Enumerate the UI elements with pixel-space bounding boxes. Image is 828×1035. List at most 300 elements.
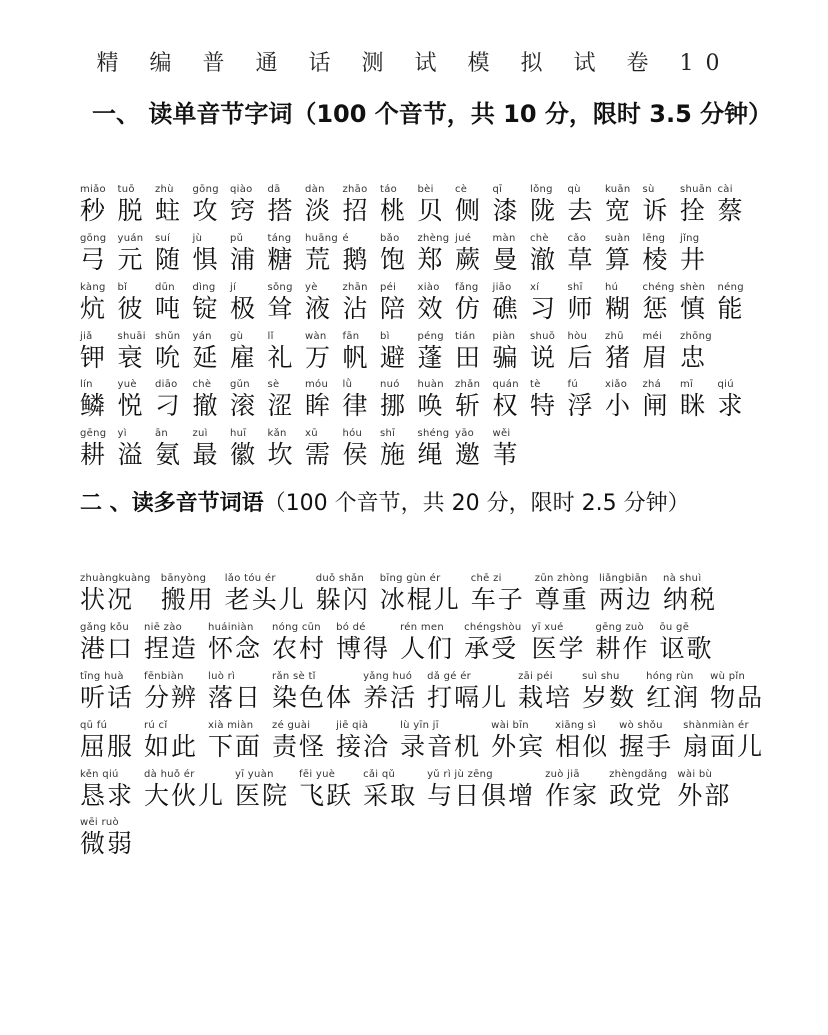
pinyin-label: quán [492, 379, 519, 390]
pinyin-label: wài bù [677, 769, 713, 780]
hanzi-text: 栽培 [518, 683, 573, 712]
pinyin-label: yè [305, 282, 318, 293]
syllable-item [343, 281, 381, 323]
hanzi-text: 忠 [680, 343, 706, 372]
syllable-item [380, 427, 418, 469]
pinyin-label: cǎo [567, 233, 587, 244]
word-item [427, 768, 535, 810]
pinyin-label: chē zi [470, 573, 502, 584]
syllable-item [305, 330, 343, 372]
pinyin-label: chéng [642, 282, 675, 293]
syllable-item [193, 281, 231, 323]
word-item [144, 768, 225, 810]
pinyin-label: yī yuàn [235, 769, 274, 780]
syllable-item [418, 183, 456, 225]
pinyin-label: péi [380, 282, 397, 293]
pinyin-label: zuò jiā [545, 769, 580, 780]
hanzi-text: 纳税 [662, 585, 717, 614]
syllable-item [380, 232, 418, 274]
hanzi-text: 恳求 [80, 781, 135, 810]
syllable-item [568, 232, 606, 274]
pinyin-label: bèi [417, 184, 434, 195]
pinyin-label: shuān [680, 184, 712, 195]
syllable-item [418, 378, 456, 420]
hanzi-text: 讴歌 [659, 634, 714, 663]
word-item [272, 621, 326, 663]
pinyin-label: bānyòng [160, 573, 207, 584]
hanzi-text: 小 [605, 391, 631, 420]
syllable-item [155, 330, 193, 372]
pinyin-label: qī [492, 184, 503, 195]
syllable-item [268, 183, 306, 225]
word-item [555, 719, 609, 761]
pinyin-label: lǎo tóu ér [224, 573, 276, 584]
pinyin-label: chéngshòu [464, 622, 522, 633]
syllable-item [493, 427, 531, 469]
hanzi-text: 礁 [492, 294, 518, 323]
section1-heading: 一、 读单音节字词（100 个音节，共 10 分，限时 3.5 分钟） [92, 100, 773, 128]
pinyin-label: huáiniàn [208, 622, 254, 633]
hanzi-text: 挪 [380, 391, 406, 420]
word-item [144, 719, 198, 761]
hanzi-text: 港口 [80, 634, 135, 663]
word-item [208, 719, 262, 761]
pinyin-label: wài bīn [491, 720, 529, 731]
pinyin-label: duǒ shǎn [315, 573, 365, 584]
hanzi-text: 猪 [605, 343, 631, 372]
hanzi-text: 老头儿 [224, 585, 306, 614]
syllable-item [118, 378, 156, 420]
hanzi-text: 车子 [470, 585, 525, 614]
pinyin-label: jù [192, 233, 203, 244]
pinyin-label: zhèng [417, 233, 450, 244]
pinyin-label: bǎo [380, 233, 400, 244]
hanzi-text: 打嗝儿 [427, 683, 509, 712]
hanzi-text: 徽 [230, 440, 256, 469]
pinyin-label: gēng zuò [595, 622, 644, 633]
word-item [710, 670, 764, 712]
hanzi-text: 元 [117, 245, 143, 274]
pinyin-label: yuán [117, 233, 144, 244]
syllable-item [568, 183, 606, 225]
pinyin-label: shànmiàn ér [683, 720, 749, 731]
hanzi-text: 侧 [455, 196, 481, 225]
word-item [599, 572, 653, 614]
syllable-item [680, 378, 718, 420]
hanzi-text: 博得 [336, 634, 391, 663]
hanzi-text: 施 [380, 440, 406, 469]
pinyin-label: niē zào [144, 622, 183, 633]
hanzi-text: 飞跃 [299, 781, 354, 810]
hanzi-text: 尊重 [534, 585, 589, 614]
syllable-item [380, 183, 418, 225]
syllable-item [418, 427, 456, 469]
hanzi-text: 刁 [155, 391, 181, 420]
section2-heading-rest: （100 个音节，共 20 分，限时 2.5 分钟） [263, 491, 690, 516]
syllable-item [80, 232, 118, 274]
hanzi-text: 屈服 [80, 732, 135, 761]
syllable-row [80, 281, 755, 323]
word-item [80, 816, 134, 858]
hanzi-text: 极 [230, 294, 256, 323]
syllable-item [530, 281, 568, 323]
syllable-item [493, 232, 531, 274]
pinyin-label: hòu [567, 331, 588, 342]
hanzi-text: 随 [155, 245, 181, 274]
syllable-item [380, 330, 418, 372]
hanzi-text: 求 [717, 391, 743, 420]
word-item [144, 670, 198, 712]
pinyin-label: lín [80, 379, 93, 390]
hanzi-text: 听话 [80, 683, 135, 712]
word-item [677, 768, 731, 810]
syllable-item [230, 281, 268, 323]
hanzi-text: 后 [567, 343, 593, 372]
syllable-item [118, 330, 156, 372]
word-item [80, 572, 151, 614]
syllable-item [343, 330, 381, 372]
pinyin-label: yǔ rì jù zēng [427, 769, 493, 780]
hanzi-text: 糖 [267, 245, 293, 274]
hanzi-text: 万 [305, 343, 331, 372]
pinyin-label: fēnbiàn [144, 671, 184, 682]
syllable-item [193, 378, 231, 420]
syllable-row [80, 330, 718, 372]
pinyin-label: cè [455, 184, 468, 195]
pinyin-label: néng [717, 282, 744, 293]
hanzi-text: 人们 [400, 634, 455, 663]
hanzi-text: 涩 [267, 391, 293, 420]
hanzi-text: 眸 [305, 391, 331, 420]
hanzi-text: 搭 [267, 196, 293, 225]
pinyin-label: dà huǒ ér [144, 769, 195, 780]
syllable-item [605, 232, 643, 274]
word-item [619, 719, 673, 761]
pinyin-label: gǔn [230, 379, 250, 390]
word-row [80, 621, 724, 663]
hanzi-text: 与日俱增 [427, 781, 536, 810]
hanzi-text: 去 [567, 196, 593, 225]
hanzi-text: 外宾 [491, 732, 546, 761]
pinyin-label: piàn [492, 331, 516, 342]
pinyin-label: dā [267, 184, 281, 195]
syllable-item [680, 232, 718, 274]
pinyin-label: xiǎo [605, 379, 628, 390]
hanzi-text: 物品 [710, 683, 765, 712]
word-item [80, 768, 134, 810]
pinyin-label: chè [192, 379, 212, 390]
hanzi-text: 捏造 [144, 634, 199, 663]
word-row [80, 719, 774, 761]
pinyin-label: rú cǐ [144, 720, 168, 731]
pinyin-label: gōng [80, 233, 107, 244]
hanzi-text: 悦 [117, 391, 143, 420]
pinyin-label: wěi [492, 428, 511, 439]
syllable-item [230, 183, 268, 225]
pinyin-label: wù pǐn [710, 671, 746, 682]
word-row [80, 816, 144, 858]
syllable-item [493, 281, 531, 323]
syllable-item [268, 232, 306, 274]
hanzi-text: 岁数 [582, 683, 637, 712]
hanzi-text: 握手 [619, 732, 674, 761]
pinyin-label: kǎn [267, 428, 287, 439]
hanzi-text: 氨 [155, 440, 181, 469]
word-item [80, 719, 134, 761]
syllable-item [418, 330, 456, 372]
pinyin-label: lù yīn jī [400, 720, 439, 731]
pinyin-label: mī [680, 379, 694, 390]
pinyin-label: sù [642, 184, 655, 195]
pinyin-label: dūn [155, 282, 175, 293]
hanzi-text: 礼 [267, 343, 293, 372]
syllable-item [530, 232, 568, 274]
pinyin-label: cǎi qǔ [363, 769, 396, 780]
word-item [272, 719, 326, 761]
hanzi-text: 医学 [531, 634, 586, 663]
pinyin-label: tuō [117, 184, 135, 195]
syllable-row [80, 183, 755, 225]
word-item [683, 719, 764, 761]
pinyin-label: chè [530, 233, 549, 244]
syllable-item [118, 427, 156, 469]
hanzi-text: 耕作 [595, 634, 650, 663]
pinyin-label: liǎngbiān [598, 573, 648, 584]
hanzi-text: 骗 [492, 343, 518, 372]
pinyin-label: fān [342, 331, 360, 342]
hanzi-text: 下面 [208, 732, 263, 761]
syllable-item [718, 183, 756, 225]
hanzi-text: 耕 [80, 440, 106, 469]
word-item [363, 768, 417, 810]
syllable-item [530, 330, 568, 372]
syllable-item [118, 232, 156, 274]
syllable-item [118, 281, 156, 323]
pinyin-label: jiǎ [80, 331, 93, 342]
pinyin-label: lēng [642, 233, 666, 244]
pinyin-label: gǎng kǒu [80, 622, 129, 633]
hanzi-text: 荒 [305, 245, 331, 274]
pinyin-label: zhǎn [455, 379, 481, 390]
syllable-item [80, 427, 118, 469]
hanzi-text: 效 [417, 294, 443, 323]
word-item [596, 621, 650, 663]
hanzi-text: 染色体 [272, 683, 354, 712]
pinyin-label: zhān [342, 282, 368, 293]
syllable-item [343, 427, 381, 469]
pinyin-label: zāi péi [518, 671, 553, 682]
pinyin-label: hóng rùn [646, 671, 694, 682]
pinyin-label: huàn [417, 379, 444, 390]
pinyin-label: tè [530, 379, 541, 390]
hanzi-text: 眯 [680, 391, 706, 420]
hanzi-text: 师 [567, 294, 593, 323]
hanzi-text: 落日 [208, 683, 263, 712]
hanzi-text: 政党 [609, 781, 664, 810]
pinyin-label: nuó [380, 379, 400, 390]
syllable-item [343, 232, 381, 274]
hanzi-text: 农村 [272, 634, 327, 663]
hanzi-text: 陪 [380, 294, 406, 323]
pinyin-label: lǜ [342, 379, 353, 390]
hanzi-text: 需 [305, 440, 331, 469]
syllable-item [605, 330, 643, 372]
pinyin-label: suí [155, 233, 171, 244]
syllable-item [455, 232, 493, 274]
pinyin-label: huī [230, 428, 247, 439]
syllable-item [80, 281, 118, 323]
hanzi-text: 两边 [598, 585, 653, 614]
hanzi-text: 沾 [342, 294, 368, 323]
pinyin-label: ān [155, 428, 169, 439]
syllable-item [643, 330, 681, 372]
pinyin-label: zhāo [342, 184, 368, 195]
word-item [491, 719, 545, 761]
word-item [80, 670, 134, 712]
pinyin-label: yán [192, 331, 212, 342]
pinyin-label: pǔ [230, 233, 244, 244]
pinyin-label: é [342, 233, 349, 244]
hanzi-text: 吨 [155, 294, 181, 323]
pinyin-label: dǎ gé ér [427, 671, 472, 682]
pinyin-label: tián [455, 331, 476, 342]
hanzi-text: 曼 [492, 245, 518, 274]
pinyin-label: táo [380, 184, 398, 195]
word-item [400, 621, 454, 663]
pinyin-label: péng [417, 331, 444, 342]
hanzi-text: 承受 [464, 634, 519, 663]
pinyin-label: zé guài [272, 720, 311, 731]
hanzi-text: 侯 [342, 440, 368, 469]
hanzi-text: 红润 [646, 683, 701, 712]
pinyin-label: yǎng huó [363, 671, 413, 682]
pinyin-label: gēng [80, 428, 107, 439]
pinyin-label: bì [380, 331, 390, 342]
word-row [80, 670, 774, 712]
pinyin-label: shuō [530, 331, 556, 342]
syllable-item [718, 281, 756, 323]
pinyin-label: jiāo [492, 282, 512, 293]
pinyin-label: zūn zhòng [534, 573, 589, 584]
hanzi-text: 滚 [230, 391, 256, 420]
hanzi-text: 延 [192, 343, 218, 372]
hanzi-text: 浦 [230, 245, 256, 274]
word-item [646, 670, 700, 712]
syllable-row [80, 378, 755, 420]
word-item [80, 621, 134, 663]
hanzi-text: 如此 [144, 732, 199, 761]
hanzi-text: 蕨 [455, 245, 481, 274]
pinyin-label: kuān [605, 184, 631, 195]
syllable-item [155, 427, 193, 469]
hanzi-text: 液 [305, 294, 331, 323]
pinyin-label: zhá [642, 379, 662, 390]
pinyin-label: qù [567, 184, 581, 195]
hanzi-text: 诉 [642, 196, 668, 225]
syllable-item [268, 427, 306, 469]
hanzi-text: 鳞 [80, 391, 106, 420]
hanzi-text: 斩 [455, 391, 481, 420]
hanzi-text: 陇 [530, 196, 556, 225]
syllable-item [230, 427, 268, 469]
syllable-item [118, 183, 156, 225]
pinyin-label: sǒng [267, 282, 293, 293]
word-row [80, 768, 741, 810]
syllable-item [193, 427, 231, 469]
syllable-item [455, 281, 493, 323]
hanzi-text: 澈 [530, 245, 556, 274]
pinyin-label: jué [455, 233, 472, 244]
syllable-item [680, 183, 718, 225]
pinyin-label: zhù [155, 184, 174, 195]
pinyin-label: yī xué [531, 622, 564, 633]
hanzi-text: 田 [455, 343, 481, 372]
hanzi-text: 外部 [677, 781, 732, 810]
pinyin-label: zhōng [680, 331, 712, 342]
hanzi-text: 律 [342, 391, 368, 420]
pinyin-label: xū [305, 428, 318, 439]
hanzi-text: 棱 [642, 245, 668, 274]
word-item [208, 621, 262, 663]
hanzi-text: 接洽 [336, 732, 391, 761]
pinyin-label: miǎo [80, 184, 106, 195]
syllable-item [305, 232, 343, 274]
pinyin-label: xiāng sì [555, 720, 597, 731]
pinyin-label: zhuàngkuàng [80, 573, 151, 584]
hanzi-text: 井 [680, 245, 706, 274]
hanzi-text: 蔡 [717, 196, 743, 225]
pinyin-label: qiào [230, 184, 253, 195]
pinyin-label: xí [530, 282, 540, 293]
hanzi-text: 贝 [417, 196, 443, 225]
pinyin-label: méi [642, 331, 663, 342]
pinyin-label: hóu [342, 428, 363, 439]
pinyin-label: bǐ [117, 282, 128, 293]
word-item [299, 768, 353, 810]
hanzi-text: 衰 [117, 343, 143, 372]
hanzi-text: 唤 [417, 391, 443, 420]
syllable-item [193, 183, 231, 225]
word-item [336, 719, 390, 761]
syllable-item [718, 378, 756, 420]
word-row [80, 572, 727, 614]
hanzi-text: 绳 [417, 440, 443, 469]
syllable-item [305, 281, 343, 323]
syllable-item [193, 330, 231, 372]
pinyin-label: xiào [417, 282, 440, 293]
hanzi-text: 窍 [230, 196, 256, 225]
word-item [660, 621, 714, 663]
hanzi-text: 能 [717, 294, 743, 323]
word-item [316, 572, 370, 614]
hanzi-text: 浮 [567, 391, 593, 420]
syllable-item [455, 378, 493, 420]
hanzi-text: 怀念 [208, 634, 263, 663]
hanzi-text: 眉 [642, 343, 668, 372]
hanzi-text: 撤 [192, 391, 218, 420]
syllable-item [305, 378, 343, 420]
hanzi-text: 宽 [605, 196, 631, 225]
hanzi-text: 苇 [492, 440, 518, 469]
hanzi-text: 攻 [192, 196, 218, 225]
pinyin-label: màn [492, 233, 516, 244]
syllable-item [455, 183, 493, 225]
syllable-item [530, 183, 568, 225]
pinyin-label: móu [305, 379, 329, 390]
pinyin-label: shèn [680, 282, 706, 293]
pinyin-label: hú [605, 282, 619, 293]
hanzi-text: 仿 [455, 294, 481, 323]
